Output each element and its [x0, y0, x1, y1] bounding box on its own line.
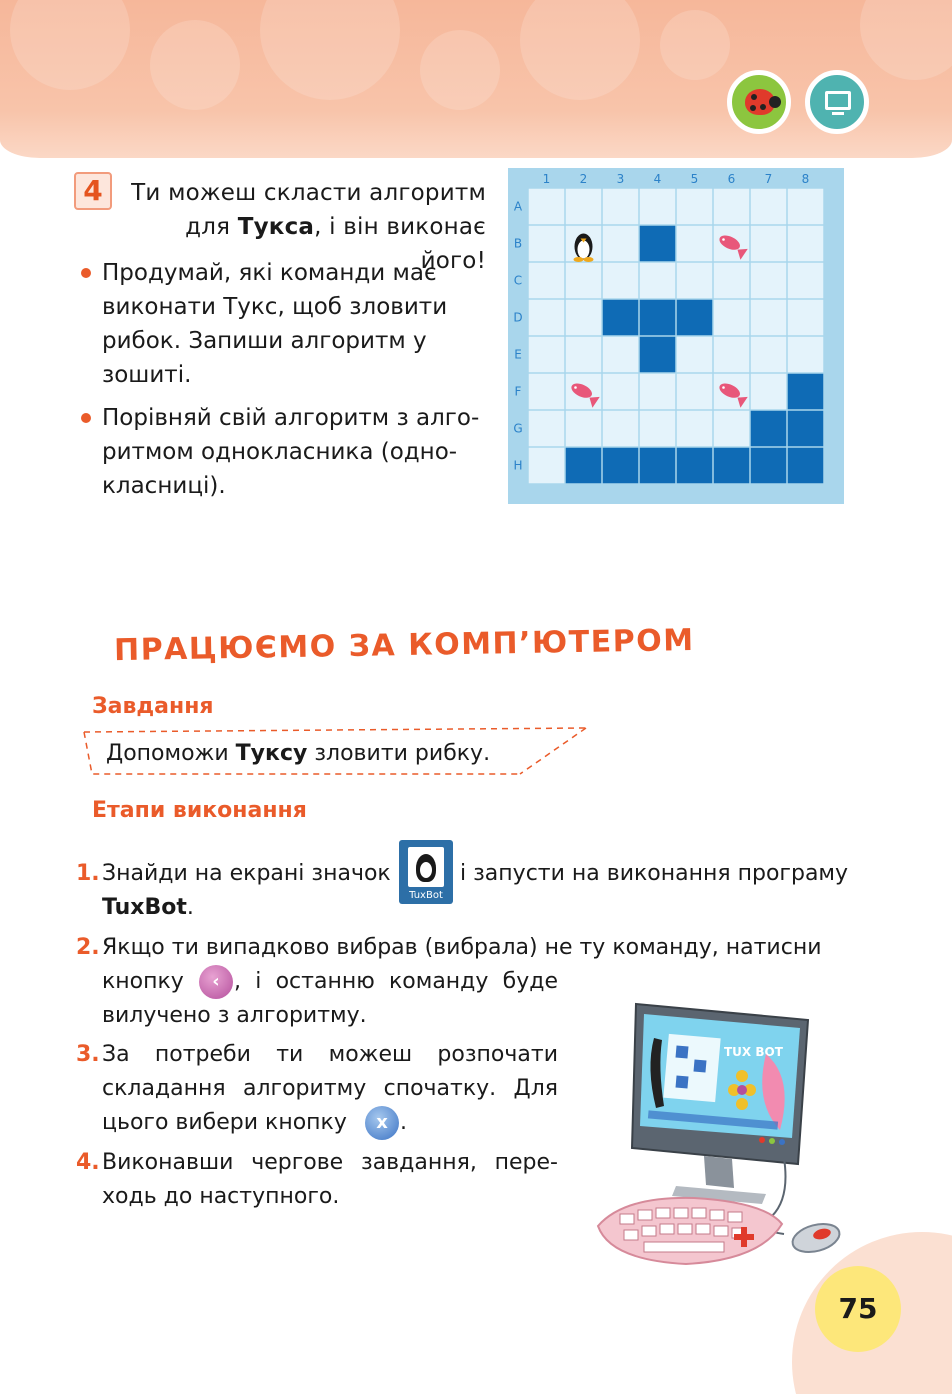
penguin-foot: [584, 257, 594, 262]
grid-cell: [529, 226, 565, 262]
grid-column-label: 4: [653, 172, 662, 186]
grid-wall-cell: [751, 448, 787, 484]
grid-wall-cell: [714, 448, 750, 484]
grid-cell: [677, 337, 713, 373]
grid-row-label: F: [514, 384, 522, 399]
penguin-foot: [574, 257, 584, 262]
grid-cell: [751, 337, 787, 373]
grid-column-label: 8: [801, 172, 810, 186]
step-4-line-1: Виконавши чергове завдання, пере-: [102, 1150, 558, 1175]
app-icon-label: TuxBot: [409, 890, 443, 901]
tux-grid: [508, 168, 844, 504]
tuxbot-app-icon[interactable]: [399, 840, 453, 904]
grid-cell: [529, 411, 565, 447]
ladybug-badge: [727, 70, 791, 134]
grid-cell: [714, 337, 750, 373]
grid-cell: [714, 411, 750, 447]
step-number: 3.: [76, 1042, 100, 1067]
grid-wall-cell: [751, 411, 787, 447]
grid-cell: [640, 263, 676, 299]
grid-cell: [751, 300, 787, 336]
grid-cell: [788, 337, 824, 373]
grid-cell: [677, 226, 713, 262]
grid-column-label: 5: [690, 172, 699, 186]
grid-column-label: 6: [727, 172, 736, 186]
grid-wall-cell: [677, 300, 713, 336]
grid-cell: [788, 189, 824, 225]
grid-cell: [603, 374, 639, 410]
grid-cell: [529, 374, 565, 410]
grid-wall-cell: [677, 448, 713, 484]
step-1-line-2: TuxBot.: [102, 895, 194, 920]
grid-wall-cell: [640, 226, 676, 262]
monitor-badge: [805, 70, 869, 134]
grid-cell: [640, 189, 676, 225]
screen-logo: TUX BOT: [724, 1045, 783, 1059]
grid-cell: [788, 263, 824, 299]
grid-cell: [603, 337, 639, 373]
grid-cell: [640, 411, 676, 447]
step-3-line-2: складання алгоритму спочатку. Для: [102, 1076, 558, 1101]
grid-row-label: B: [513, 236, 523, 251]
grid-row-label: G: [513, 421, 523, 436]
grid-wall-cell: [603, 448, 639, 484]
grid-wall-cell: [640, 448, 676, 484]
step-number: 4.: [76, 1150, 100, 1175]
grid-cell: [603, 189, 639, 225]
grid-cell: [714, 263, 750, 299]
grid-cell: [529, 300, 565, 336]
grid-cell: [788, 226, 824, 262]
step-number: 1.: [76, 861, 100, 886]
grid-column-label: 3: [616, 172, 625, 186]
fish-eye: [722, 238, 725, 241]
grid-column-label: 7: [764, 172, 773, 186]
header-band: [0, 0, 952, 158]
clear-button-icon: x: [365, 1106, 399, 1140]
grid-cell: [677, 263, 713, 299]
step-2-line-3: вилучено з алгоритму.: [102, 1003, 367, 1028]
grid-wall-cell: [640, 337, 676, 373]
grid-wall-cell: [788, 411, 824, 447]
grid-cell: [566, 189, 602, 225]
step-1-line-1: Знайди на екрані значок: [102, 861, 391, 886]
grid-cell: [714, 300, 750, 336]
grid-wall-cell: [566, 448, 602, 484]
bullet-dot: [81, 268, 91, 278]
grid-cell: [751, 226, 787, 262]
page-number: 75: [815, 1266, 901, 1352]
grid-cell: [566, 263, 602, 299]
grid-cell: [529, 337, 565, 373]
grid-cell: [677, 374, 713, 410]
grid-cell: [603, 411, 639, 447]
step-3-line-3-end: .: [400, 1110, 407, 1135]
step-3-line-3: цього вибери кнопку: [102, 1110, 347, 1135]
grid-cell: [714, 189, 750, 225]
back-button-icon: ‹: [199, 965, 233, 999]
task-number: 4: [74, 172, 112, 210]
grid-canvas: [508, 168, 844, 504]
program-name: TuxBot: [102, 895, 187, 920]
step-2-line-1: Якщо ти випадково вибрав (вибрала) не ту команду, натисни: [102, 935, 822, 960]
computer-illustration: [584, 998, 854, 1274]
grid-row-label: C: [513, 273, 523, 288]
bullet-2: Порівняй свій алгоритм з алго- ритмом однокласника (одно- класниці).: [102, 405, 480, 499]
grid-cell: [751, 263, 787, 299]
grid-wall-cell: [603, 300, 639, 336]
grid-cell: [566, 300, 602, 336]
grid-cell: [751, 374, 787, 410]
task-intro-line-1: Ти можеш скласти алгоритм: [131, 180, 486, 206]
grid-cell: [751, 189, 787, 225]
grid-cell: [529, 189, 565, 225]
tux-name: Тукса: [237, 214, 315, 240]
grid-column-label: 2: [579, 172, 588, 186]
grid-row-label: E: [514, 347, 522, 362]
tux-name: Туксу: [235, 741, 308, 766]
grid-cell: [529, 263, 565, 299]
step-2-line-2-end: , і останню команду буде: [234, 969, 558, 994]
task-heading: Завдання: [92, 694, 214, 719]
fish-eye: [722, 386, 725, 389]
steps-heading: Етапи виконання: [92, 798, 307, 823]
bullet-dot: [81, 413, 91, 423]
task-text: Допоможи Туксу зловити рибку.: [106, 741, 491, 766]
step-3-line-1: За потреби ти можеш розпочати: [102, 1042, 558, 1067]
penguin-belly: [578, 241, 590, 259]
grid-cell: [603, 263, 639, 299]
grid-wall-cell: [788, 448, 824, 484]
grid-cell: [529, 448, 565, 484]
section-title: ПРАЦЮЄМО ЗА КОМП’ЮТЕРОМ: [113, 622, 695, 669]
step-4-line-2: ходь до наступного.: [102, 1184, 340, 1209]
grid-cell: [566, 337, 602, 373]
grid-cell: [566, 411, 602, 447]
grid-row-label: A: [513, 199, 523, 214]
grid-wall-cell: [788, 374, 824, 410]
grid-column-label: 1: [542, 172, 551, 186]
grid-cell: [603, 226, 639, 262]
grid-wall-cell: [640, 300, 676, 336]
task-intro-line-2: для Тукса, і він виконає його!: [185, 214, 486, 274]
grid-cell: [640, 374, 676, 410]
grid-cell: [788, 300, 824, 336]
grid-cell: [677, 411, 713, 447]
bullet-1: Продумай, які команди має виконати Тукс, щоб зловити рибок. Запиши алгоритм у зошиті.: [102, 260, 448, 388]
step-2-line-2-start: кнопку: [102, 969, 184, 994]
grid-row-label: H: [513, 458, 523, 473]
grid-row-label: D: [513, 310, 523, 325]
grid-cell: [677, 189, 713, 225]
step-1-line-1-end: і запусти на виконання програму: [460, 861, 849, 886]
step-number: 2.: [76, 935, 100, 960]
fish-eye: [574, 386, 577, 389]
